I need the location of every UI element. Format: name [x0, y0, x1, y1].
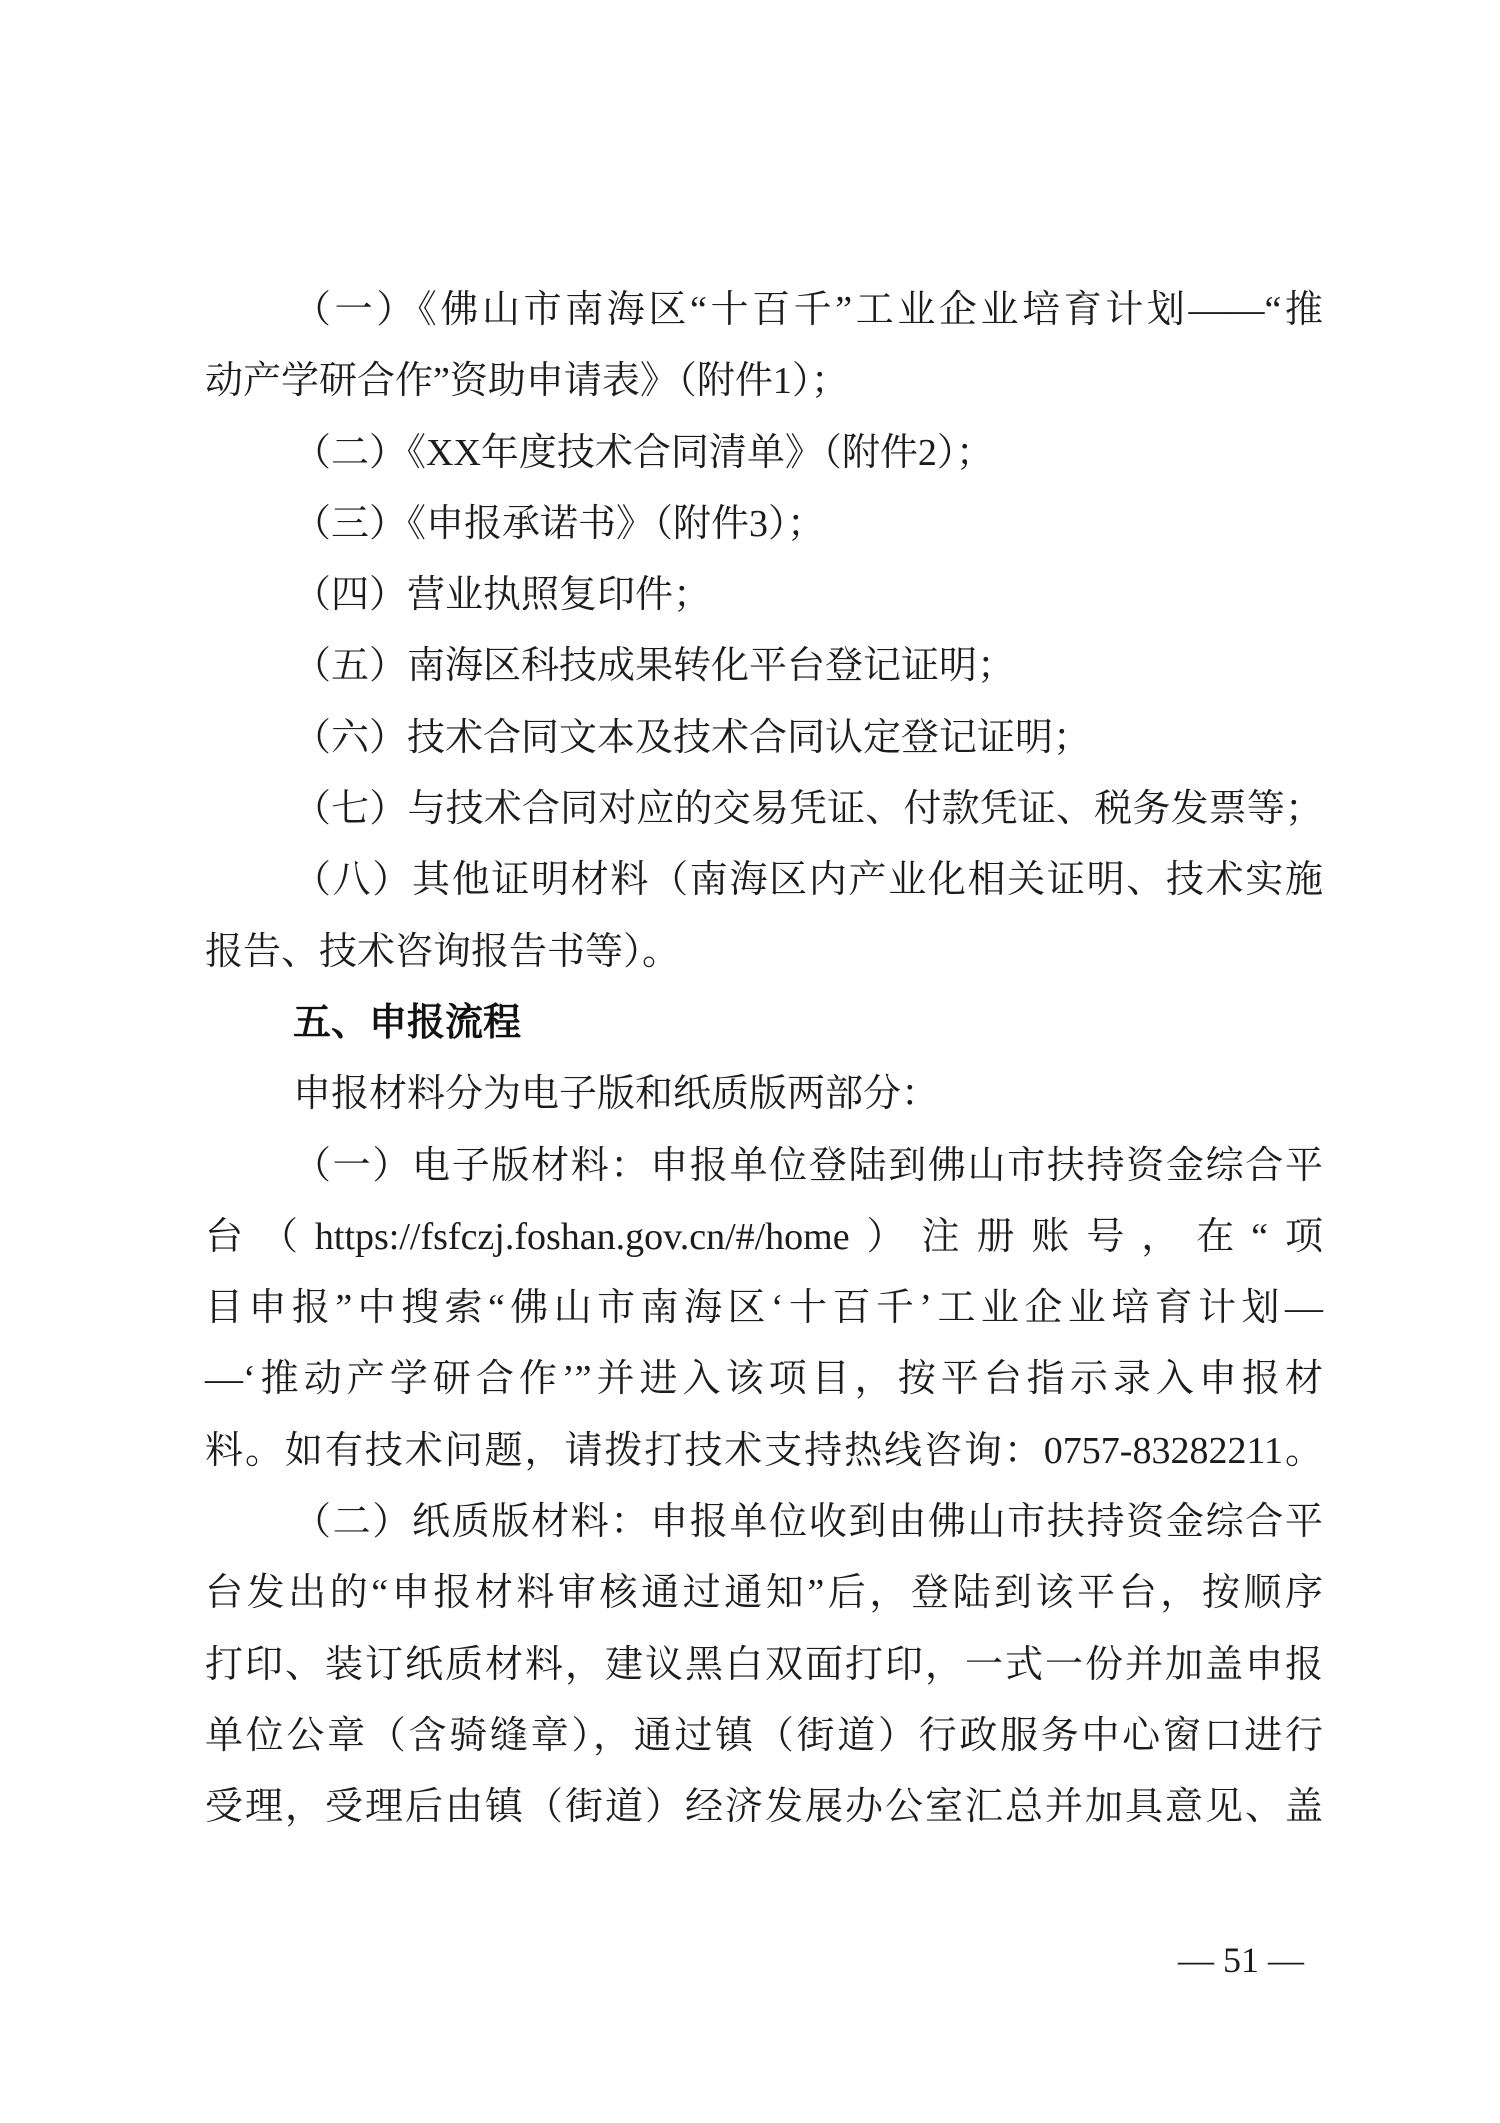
text-line: 受理，受理后由镇（街道）经济发展办公室汇总并加具意见、盖	[205, 1786, 1323, 1829]
text-line: （七）与技术合同对应的交易凭证、付款凭证、税务发票等；	[293, 788, 1323, 831]
text-line: 动产学研合作”资助申请表》（附件1）；	[205, 360, 849, 403]
text-line: （二）《XX年度技术合同清单》（附件2）；	[293, 431, 994, 474]
text-line: （六）技术合同文本及技术合同认定登记证明；	[293, 716, 1092, 759]
text-line: —‘推动产学研合作’”并进入该项目，按平台指示录入申报材	[205, 1358, 1323, 1401]
materials-list	[205, 275, 1323, 988]
text-line: 台发出的“申报材料审核通过通知”后，登陆到该平台，按顺序	[205, 1572, 1323, 1615]
text-line: （一）《佛山市南海区“十百千”工业企业培育计划——“推	[293, 289, 1323, 331]
text-line: （五）南海区科技成果转化平台登记证明；	[293, 645, 1016, 688]
text-line: 目申报”中搜索“佛山市南海区‘十百千’工业企业培育计划—	[205, 1287, 1323, 1330]
list-item	[205, 560, 1323, 631]
page-number: — 51 —	[1178, 1940, 1304, 1980]
list-item	[205, 275, 1323, 418]
document-body	[205, 275, 1323, 1844]
list-item	[205, 489, 1323, 560]
list-item	[205, 845, 1323, 988]
text-line: （八）其他证明材料（南海区内产业化相关证明、技术实施	[293, 859, 1323, 902]
section-heading: 五、申报流程	[293, 1001, 522, 1044]
list-item	[205, 418, 1323, 489]
text-line: 报告、技术咨询报告书等）。	[205, 930, 681, 973]
list-item	[205, 703, 1323, 774]
text-line: （一）电子版材料：申报单位登陆到佛山市扶持资金综合平	[293, 1144, 1323, 1187]
text-line: 料。如有技术问题，请拨打技术支持热线咨询：0757-83282211。	[205, 1429, 1323, 1472]
text-line: （三）《申报承诺书》（附件3）；	[293, 502, 826, 545]
text-line: （二）纸质版材料：申报单位收到由佛山市扶持资金综合平	[293, 1501, 1323, 1544]
paragraph-electronic-materials	[205, 1131, 1323, 1487]
text-line: 打印、装订纸质材料，建议黑白双面打印，一式一份并加盖申报	[205, 1643, 1323, 1686]
list-item	[205, 774, 1323, 845]
paragraph-paper-materials	[205, 1487, 1323, 1843]
text-line: （四）营业执照复印件；	[293, 574, 712, 617]
text-line: 单位公章（含骑缝章），通过镇（街道）行政服务中心窗口进行	[205, 1714, 1323, 1757]
list-item	[205, 631, 1323, 702]
section-intro: 申报材料分为电子版和纸质版两部分：	[293, 1073, 940, 1116]
text-line: 台（https://fsfczj.foshan.gov.cn/#/home）注册账号，在“项	[205, 1215, 1323, 1258]
